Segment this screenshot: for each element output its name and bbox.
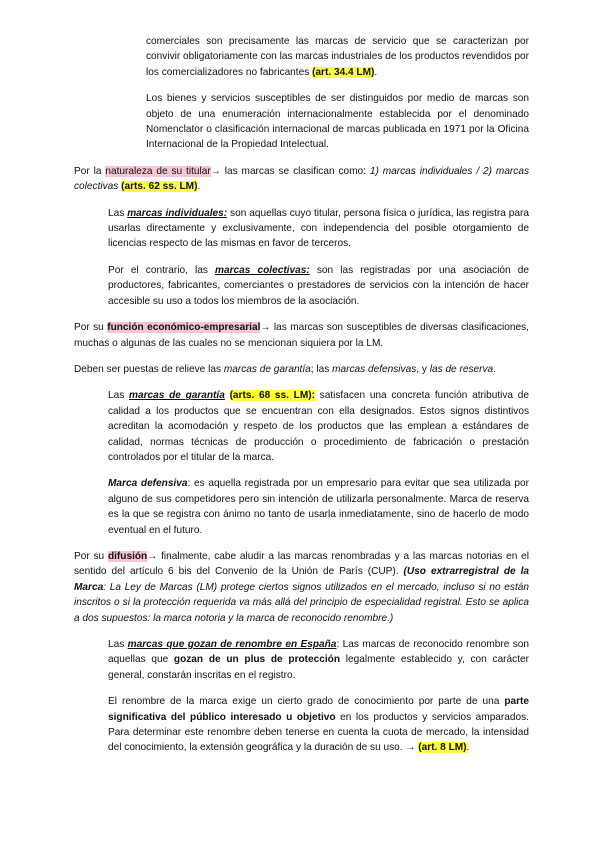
defined-term: Marca defensiva <box>108 478 188 490</box>
paragraph-text: comerciales son precisamente las marcas de servicio que se caracterizan por convivir obligatoriamente con las marcas industriales de los productos revendidos por los comercializadores no fabricantes <box>146 36 529 78</box>
paragraph-text: son aquellas cuyo titular, persona física o jurídica, las registra para usarlas directamente y exclusivamente, con independencia del posible otorgamiento de licencias respecto de las mismas en favor de terceros. <box>108 207 529 250</box>
note-heading: (Uso extrarregistral de la Marca <box>74 566 529 593</box>
paragraph-text: Las <box>108 207 128 219</box>
defined-term: marcas de garantía <box>129 390 225 402</box>
paragraph-individual-marks <box>108 206 529 252</box>
term-reserve: las de reserva <box>429 363 494 375</box>
paragraph-text: → las marcas se clasifican como: <box>210 165 370 177</box>
paragraph-text: ; las <box>310 363 333 375</box>
paragraph-economic-function <box>74 320 529 351</box>
punctuation: . <box>197 181 201 193</box>
punctuation: . <box>374 66 378 78</box>
emphasis-text: parte significativa del público interesado u objetivo <box>108 696 529 723</box>
punctuation: . <box>466 742 470 754</box>
paragraph-diffusion <box>74 549 529 626</box>
paragraph-text: Las <box>108 639 128 650</box>
paragraph-text: , y <box>416 363 430 375</box>
paragraph-text: Por el contrario, las <box>108 264 216 276</box>
paragraph-service-marks <box>146 34 529 80</box>
paragraph-text: El renombre de la marca exige un cierto grado de conocimiento por parte de una <box>108 696 505 708</box>
paragraph-renown-requirements <box>108 694 529 756</box>
paragraph-titular-nature <box>74 164 529 195</box>
highlighted-term: naturaleza de su titular <box>105 165 211 177</box>
article-reference: (arts. 62 ss. LM) <box>121 181 198 193</box>
paragraph-text: Deben ser puestas de relieve las <box>74 363 224 375</box>
emphasis-text: gozan de un plus de protección <box>173 654 341 666</box>
highlighted-term: difusión <box>107 550 148 562</box>
paragraph-text: Por su <box>74 550 108 562</box>
paragraph-text: en los productos y servicios amparados. Para determinar este renombre deben tenerse en cuenta la cuota de mercado, la intensidad del conocimiento, la extensión geográfica y la duración de su uso. → <box>108 711 529 754</box>
paragraph-collective-marks <box>108 263 529 309</box>
punctuation: : <box>336 639 340 650</box>
article-reference: (arts. 68 ss. LM): <box>229 390 315 402</box>
term-defensive: marcas defensivas <box>332 363 417 375</box>
paragraph-text: Por su <box>74 322 108 334</box>
paragraph-text: son las registradas por una asociación de productores, fabricantes, comerciantes o prestadores de servicios con la intención de hacer accesible su uso a todos los miembros de la asociación. <box>108 264 530 307</box>
paragraph-text: : es aquella registrada por un empresario para evitar que sea utilizada por alguno de sus competidores pero sin intención de utilizarla personalmente. Marca de reserva es la que se registra con ánimo no tanto de usarla inmediatamente, sino de hacerlo de modo eventual en el futuro. <box>108 478 529 536</box>
defined-term: marcas individuales: <box>127 207 228 219</box>
paragraph-mark-types <box>74 362 529 377</box>
paragraph-text: → las marcas son susceptibles de diversas clasificaciones, muchas o algunas de las cuales no se mencionan siquiera por la LM. <box>74 322 529 349</box>
paragraph-text: Las <box>108 390 129 402</box>
paragraph-text: Por la <box>74 165 106 177</box>
paragraph-text: Los bienes y servicios susceptibles de ser distinguidos por medio de marcas son objeto de una enumeración internacionalmente establecida por el denominado Nomenclator o clasificación internacional de marcas publicada en 1971 por la Oficina Internacional de la Propiedad Intelectual. <box>146 93 529 151</box>
paragraph-text: Las marcas de reconocido renombre son aquellas que <box>108 639 529 666</box>
article-reference: (art. 8 LM) <box>418 742 467 754</box>
term-guarantee: marcas de garantía <box>223 363 311 375</box>
defined-term: marcas colectivas: <box>215 264 310 276</box>
paragraph-text: legalmente establecido y, con carácter general, constarán inscritas en el registro. <box>108 654 529 681</box>
paragraph-text: → finalmente, cabe aludir a las marcas renombradas y a las marcas notorias en el sentido del artículo 6 bis del Convenio de la Unión de París (CUP). <box>74 550 529 578</box>
paragraph-defensive-mark <box>108 476 529 538</box>
punctuation: . <box>493 363 496 375</box>
note-text: : La Ley de Marcas (LM) protege ciertos signos utilizados en el mercado, incluso si no están inscritos o si la protección requerida va más allá del principio de especialidad registral. Esto se aplica a dos supuestos: la marca notoria y la marca de reconocido renombre.) <box>74 581 529 624</box>
article-reference: (art. 34.4 LM) <box>312 66 375 78</box>
paragraph-guarantee-marks <box>108 388 529 465</box>
paragraph-nomenclator <box>146 91 529 153</box>
paragraph-renowned-marks <box>108 637 529 683</box>
spacer <box>225 390 230 401</box>
highlighted-term: función económico-empresarial <box>107 322 261 334</box>
classification-list: 1) marcas individuales / 2) marcas colectivas <box>74 165 530 193</box>
paragraph-text: satisfacen una concreta función atributiva de calidad a los productos que se encuentran con ella designados. Estos signos distintivos acreditan la acomodación y respeto de los productos que las emplean a estándares de calidad, normas técnicas de producción o procedimiento de fabricación o prestación controlados por el titular de la marca. <box>108 390 529 463</box>
defined-term: marcas que gozan de renombre en España <box>127 639 337 650</box>
